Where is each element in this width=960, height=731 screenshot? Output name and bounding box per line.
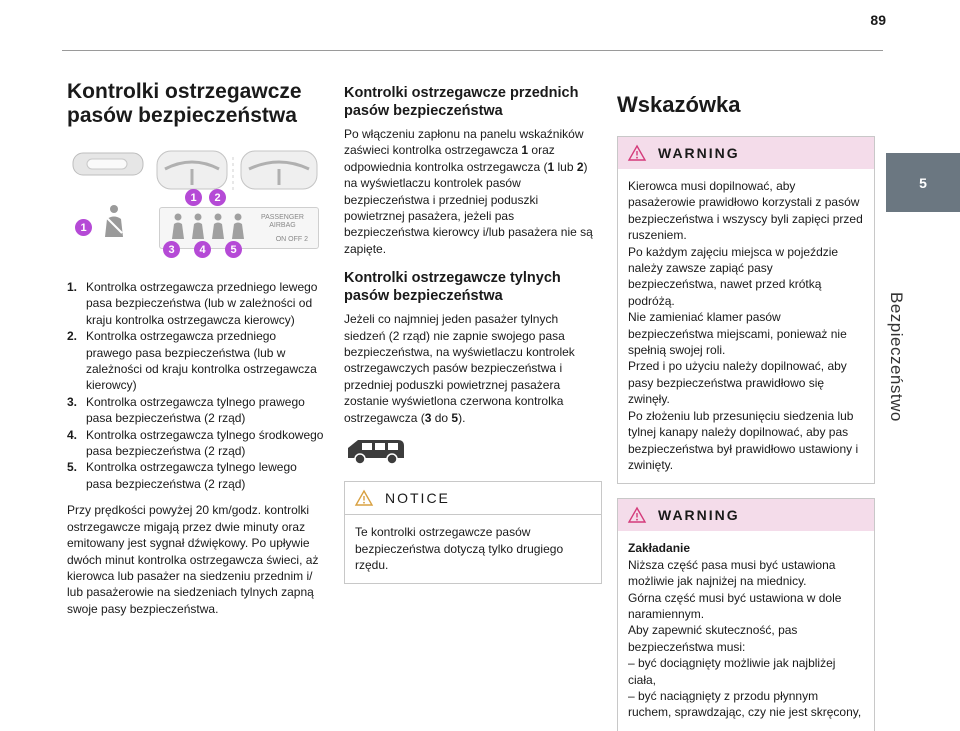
list-number: 3.	[67, 394, 78, 409]
seatbelt-icon	[97, 203, 131, 239]
warning-triangle-icon	[628, 507, 646, 523]
column-left	[67, 80, 325, 617]
callout-badge-1b: 1	[185, 189, 202, 206]
notice-body	[345, 515, 601, 583]
front-belts-paragraph	[344, 126, 602, 257]
list-text: Kontrolka ostrzegawcza przedniego prawego pasa bezpieczeństwa (lub w zależności od kraju kontrolka ostrzegawcza kierowcy)	[86, 329, 317, 393]
warning-box-1	[617, 136, 875, 484]
tips-title: Wskazówka	[617, 92, 741, 117]
text-run: oraz odpowiednia kontrolka ostrzegawcza (	[344, 143, 555, 174]
on-off-label	[276, 236, 308, 243]
list-item	[67, 328, 325, 394]
callout-badge-1a: 1	[75, 219, 92, 236]
list-number: 2.	[67, 329, 78, 344]
warning-triangle-icon	[355, 490, 373, 506]
callout-badge-4: 4	[194, 241, 211, 258]
list-item	[67, 394, 325, 427]
callout-badge-2: 2	[209, 189, 226, 206]
warning-text: Niższa część pasa musi być ustawiona możliwie jak najniżej na miednicy. Górna część musi być ustawiona w dole naramiennym. Aby zapewnić skuteczność, pas bezpieczeństwa musi: – być dociągnięty możliwie jak najbliżej ciała, – być naciągnięty z przodu płynnym ruchem, sprawdzając, czy nie jest skręcony,	[628, 557, 862, 720]
list-text: Kontrolka ostrzegawcza tylnego środkowego pasa bezpieczeństwa (2 rząd)	[86, 427, 324, 459]
text-run: ) na wyświetlaczu kontrolek pasów bezpieczeństwa i przedniej poduszki powietrznej pasażera, jeżeli pas bezpieczeństwa kierowcy i/lub pasażera nie są zapięte.	[344, 159, 593, 256]
list-number: 4.	[67, 427, 78, 442]
column-right	[617, 86, 875, 731]
text-run: Po włączeniu zapłonu na panelu wskaźników zaświeci kontrolka ostrzegawcza	[344, 127, 584, 158]
warning-text: Kierowca musi dopilnować, aby pasażerowie prawidłowo korzystali z pasów bezpieczeństwa i wszyscy byli zapięci przed ruszeniem. Po każdym zajęciu miejsca w pojeździe należy zawsze zapiąć pasy bezpieczeństwa, nawet przed krótką podróżą. Nie zamieniać klamer pasów bezpieczeństwa miejscami, ponieważ nie spełnią swojej roli. Przed i po użyciu należy dopilnować, aby pasy bezpieczeństwa prawidłowo się zwinęły. Po złożeniu lub przesunięciu siedzenia lub tylnej kanapy należy dopilnować, aby pas bezpieczeństwa był prawidłowo ustawiony i zwinięty.	[628, 179, 863, 472]
list-text: Kontrolka ostrzegawcza przedniego lewego pasa bezpieczeństwa (lub w zależności od kraju kontrolka ostrzegawcza kierowcy)	[86, 280, 318, 327]
column-middle	[344, 84, 602, 584]
on-off-text: ON OFF	[275, 236, 303, 243]
section-title	[67, 80, 325, 128]
callout-badge-5: 5	[225, 241, 242, 258]
list-text: Kontrolka ostrzegawcza tylnego lewego pasa bezpieczeństwa (2 rząd)	[86, 460, 297, 491]
list-item	[67, 459, 325, 492]
text-run: Jeżeli co najmniej jeden pasażer tylnych siedzeń (2 rząd) nie zapnie swojego pasa bezpieczeństwa, na wyświetlaczu kontrolek ostrzegawczych pasów bezpieczeństwa i przedniej poduszki powietrznej pasażera zostanie wyświetlona czerwona kontrolka ostrzegawcza (	[344, 312, 575, 425]
rear-seatbelt-icons	[168, 209, 258, 249]
notice-title: NOTICE	[385, 490, 450, 507]
warning-triangle-icon	[628, 145, 646, 161]
list-number: 5.	[67, 460, 78, 475]
list-text: Kontrolka ostrzegawcza tylnego prawego pasa bezpieczeństwa (2 rząd)	[86, 394, 305, 426]
callout-badge-3: 3	[163, 241, 180, 258]
warning-body	[618, 169, 874, 483]
chapter-label: Bezpieczeństwo	[887, 292, 906, 422]
warning-lamps-illustration	[67, 145, 325, 265]
airbag-label	[261, 214, 304, 230]
chapter-number: 5	[919, 174, 927, 191]
text-run-bold: 2	[576, 159, 584, 174]
page-number: 89	[870, 12, 886, 28]
airbag-label-line2: AIRBAG	[269, 222, 296, 229]
rear-belts-paragraph	[344, 311, 602, 426]
list-item	[67, 279, 325, 328]
notice-text: Te kontrolki ostrzegawcze pasów bezpieczeństwa dotyczą tylko drugiego rzędu.	[355, 525, 564, 572]
text-run: ).	[458, 410, 466, 425]
list-number: 1.	[67, 280, 78, 294]
airbag-number: 2	[304, 236, 308, 243]
notice-box	[344, 481, 602, 584]
text-run-bold: 5	[451, 410, 459, 425]
warning-header	[618, 499, 874, 531]
section-title-line1: Kontrolki ostrzegawcze	[67, 80, 302, 103]
chapter-tab	[886, 153, 960, 212]
list-item	[67, 427, 325, 460]
warning-title: WARNING	[658, 145, 740, 161]
front-belts-heading: Kontrolki ostrzegawcze przednich pasów bezpieczeństwa	[344, 85, 579, 119]
airbag-label-line1: PASSENGER	[260, 214, 304, 221]
notice-header	[345, 482, 601, 515]
warning-header	[618, 137, 874, 169]
speed-paragraph: Przy prędkości powyżej 20 km/godz. kontrolki ostrzegawcze migają przez dwie minuty oraz emitowany jest sygnał dźwiękowy. Po upływie dwóch minut kontrolka ostrzegawcza świeci, aż kierowca lub pasażer na siedzeniu przednim i/ lub pasażerowie na siedzeniach tylnych zapną swoje pasy bezpieczeństwa.	[67, 503, 319, 616]
section-title-line2: pasów bezpieczeństwa	[67, 104, 297, 127]
text-run-bold: 3	[424, 410, 432, 425]
top-rule	[62, 50, 883, 51]
warning-box-2	[617, 498, 875, 730]
text-run: lub	[554, 159, 577, 174]
text-run: do	[431, 410, 452, 425]
warning-subtitle: Zakładanie	[628, 541, 691, 556]
lamp-list	[67, 279, 325, 492]
warning-title: WARNING	[658, 507, 740, 524]
warning-body	[618, 531, 874, 730]
text-run-bold: 1	[521, 143, 529, 158]
van-icon	[344, 436, 408, 466]
rear-belts-heading: Kontrolki ostrzegawcze tylnych pasów bezpieczeństwa	[344, 270, 561, 305]
text-run-bold: 1	[547, 159, 555, 174]
